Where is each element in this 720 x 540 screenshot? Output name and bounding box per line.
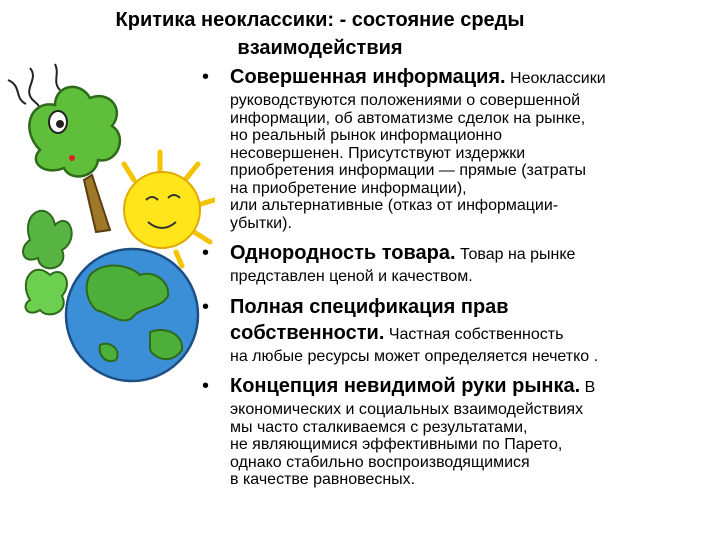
bullet-text-line: представлен ценой и качеством. bbox=[230, 268, 473, 285]
bullet-heading: Полная спецификация прав bbox=[230, 295, 509, 318]
ecology-illustration bbox=[0, 60, 215, 385]
earth-globe-icon bbox=[66, 249, 198, 381]
bullet-marker: • bbox=[202, 375, 210, 397]
bullet-marker: • bbox=[202, 66, 210, 88]
bullet-lead: В bbox=[580, 379, 596, 396]
bullet-text-line: убытки). bbox=[230, 214, 292, 232]
title-line-1: Критика неоклассики: - состояние среды bbox=[115, 9, 525, 31]
bullet-lead: Товар на рынке bbox=[455, 246, 576, 263]
bullet-item-property-rights bbox=[198, 294, 713, 366]
bullet-text-line: информации, об автоматизме сделок на рынке, bbox=[230, 109, 586, 127]
bullet-heading: Совершенная информация. bbox=[230, 66, 506, 88]
bullet-text-line: в качестве равновесных. bbox=[230, 471, 416, 488]
bullet-text-line: на приобретение информации), bbox=[230, 179, 467, 197]
bullet-heading: Однородность товара. bbox=[230, 242, 456, 264]
bullet-lead: Частная собственность bbox=[384, 325, 564, 343]
title-line-2: взаимодействия bbox=[237, 37, 403, 59]
bullet-text-line: мы часто сталкиваемся с результатами, bbox=[230, 418, 528, 436]
bullet-list bbox=[198, 64, 713, 489]
bullet-text-line: экономических и социальных взаимодействиях bbox=[230, 401, 584, 418]
bullet-text-line: однако стабильно воспроизводящимися bbox=[230, 453, 530, 471]
bullet-text-line: несовершенен. Присутствуют издержки bbox=[230, 144, 526, 162]
bullet-heading-continued: собственности. bbox=[230, 321, 385, 344]
bullet-lead: Неоклассики bbox=[505, 70, 606, 87]
bullet-marker: • bbox=[202, 242, 210, 264]
bullet-text-line: но реальный рынок информационно bbox=[230, 127, 503, 144]
bullet-text-line: приобретения информации — прямые (затраты bbox=[230, 162, 587, 179]
bullet-text-line: не являющимися эффективными по Парето, bbox=[230, 436, 563, 453]
bullet-item-invisible-hand bbox=[198, 373, 713, 489]
slide-title bbox=[100, 6, 540, 62]
bullet-marker: • bbox=[202, 295, 210, 318]
bullet-item-perfect-information bbox=[198, 64, 713, 232]
green-plant-icon bbox=[23, 211, 72, 315]
bullet-heading: Концепция невидимой руки рынка. bbox=[230, 375, 581, 397]
bullet-text-line: или альтернативные (отказ от информации- bbox=[230, 197, 559, 214]
bullet-text-line: на любые ресурсы может определяется нечетко . bbox=[230, 347, 599, 365]
bullet-text-line: руководствуются положениями о совершенной bbox=[230, 92, 581, 109]
bullet-item-product-homogeneity bbox=[198, 240, 713, 286]
